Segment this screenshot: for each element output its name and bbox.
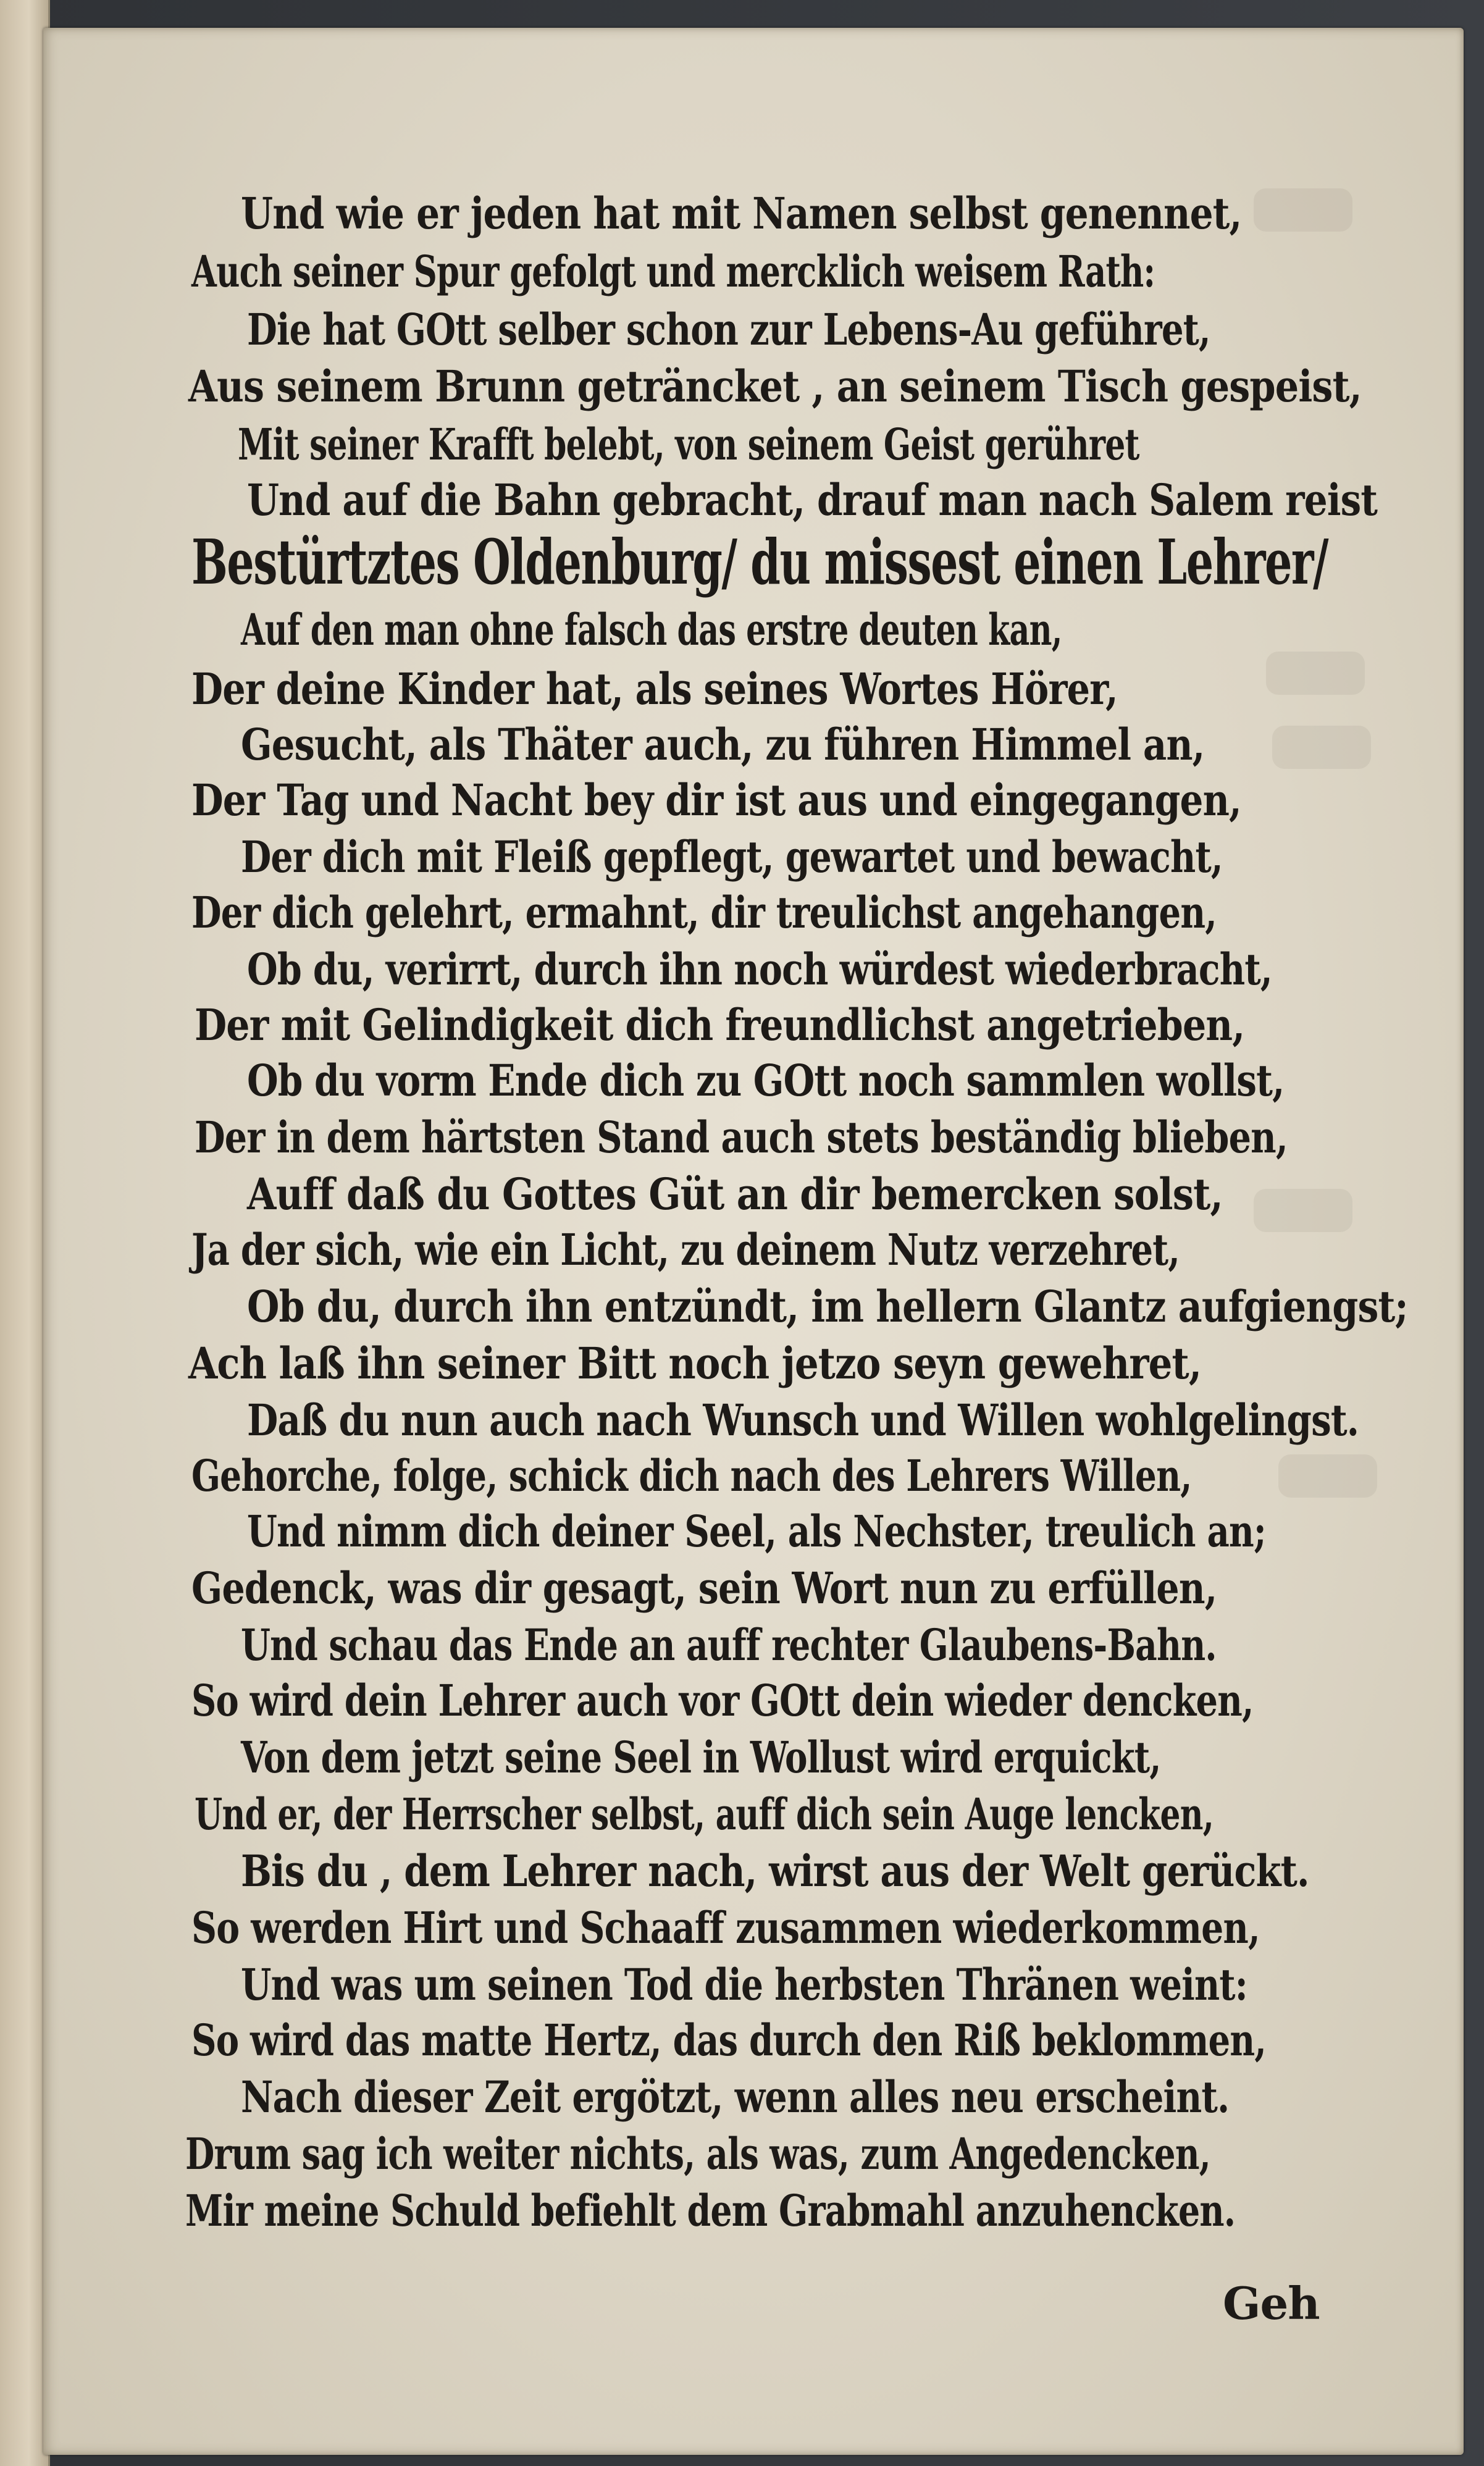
poem-line: Daß du nun auch nach Wunsch und Willen wohlgelingst. [247,1394,1359,1446]
poem-line: Der dich mit Fleiß gepflegt, gewartet und bewacht, [241,831,1223,883]
adjacent-page-edge [0,0,50,2466]
poem-line: Drum sag ich weiter nichts, als was, zum Angedencken, [185,2128,1210,2179]
poem-line: Mir meine Schuld befiehlt dem Grabmahl anzuhencken. [185,2185,1236,2236]
poem-line: Bestürtztes Oldenburg/ du missest einen Lehrer/ [191,526,1328,598]
poem-line: Und er, der Herrscher selbst, auff dich sein Auge lencken, [195,1789,1214,1840]
show-through-mark [1254,1189,1352,1232]
poem-line: So werden Hirt und Schaaff zusammen wiederkommen, [191,1902,1260,1953]
poem-line: Und wie er jeden hat mit Namen selbst genennet, [241,188,1242,239]
poem-line: Gedenck, was dir gesagt, sein Wort nun zu erfüllen, [191,1562,1217,1614]
poem-line: Der mit Gelindigkeit dich freundlichst angetrieben, [195,999,1245,1051]
poem-line: Der deine Kinder hat, als seines Wortes Hörer, [191,663,1118,715]
poem-line: Der in dem härtsten Stand auch stets beständig blieben, [195,1112,1288,1163]
poem-line: Ob du, durch ihn entzündt, im hellern Glantz aufgiengst; [247,1281,1408,1332]
poem-line: Die hat GOtt selber schon zur Lebens-Au geführet, [247,304,1210,355]
show-through-mark [1278,1454,1377,1498]
book-page [43,28,1464,2455]
poem-line: So wird das matte Hertz, das durch den Riß beklommen, [191,2015,1267,2066]
poem-text [43,28,1464,2455]
poem-line: Ob du, verirrt, durch ihn noch würdest wiederbracht, [247,944,1272,995]
poem-line: Ja der sich, wie ein Licht, zu deinem Nutz verzehret, [191,1224,1180,1275]
poem-line: Gesucht, als Thäter auch, zu führen Himmel an, [241,719,1205,770]
poem-line: Nach dieser Zeit ergötzt, wenn alles neu erscheint. [241,2071,1230,2123]
poem-line: Gehorche, folge, schick dich nach des Lehrers Willen, [191,1450,1192,1501]
show-through-mark [1266,652,1365,695]
poem-line: Ob du vorm Ende dich zu GOtt noch sammlen wollst, [247,1055,1285,1106]
poem-line: Aus seinem Brunn geträncket , an seinem Tisch gespeist, [188,361,1362,412]
poem-line: Und nimm dich deiner Seel, als Nechster, treulich an; [247,1506,1266,1557]
poem-line: Ach laß ihn seiner Bitt noch jetzo seyn gewehret, [188,1338,1202,1389]
show-through-mark [1272,726,1371,769]
poem-line: So wird dein Lehrer auch vor GOtt dein wieder dencken, [191,1675,1254,1726]
poem-line: Auf den man ohne falsch das erstre deuten kan, [241,604,1062,655]
poem-line: Von dem jetzt seine Seel in Wollust wird erquickt, [241,1732,1161,1783]
show-through-mark [1254,188,1352,232]
poem-line: Der dich gelehrt, ermahnt, dir treulichst angehangen, [191,887,1217,938]
poem-line: Und was um seinen Tod die herbsten Thränen weint: [241,1959,1247,2010]
poem-line: Bis du , dem Lehrer nach, wirst aus der Welt gerückt. [241,1845,1309,1897]
poem-line: Mit seiner Krafft belebt, von seinem Geist gerühret [238,419,1139,470]
catchword: Geh [1223,2277,1320,2330]
poem-line: Und auf die Bahn gebracht, drauf man nach Salem reist [247,474,1378,526]
poem-line: Auch seiner Spur gefolgt und mercklich weisem Rath: [191,246,1155,297]
poem-line: Und schau das Ende an auff rechter Glaubens-Bahn. [241,1619,1217,1671]
poem-line: Auff daß du Gottes Güt an dir bemercken solst, [247,1168,1223,1220]
poem-line: Der Tag und Nacht bey dir ist aus und eingegangen, [191,774,1241,826]
